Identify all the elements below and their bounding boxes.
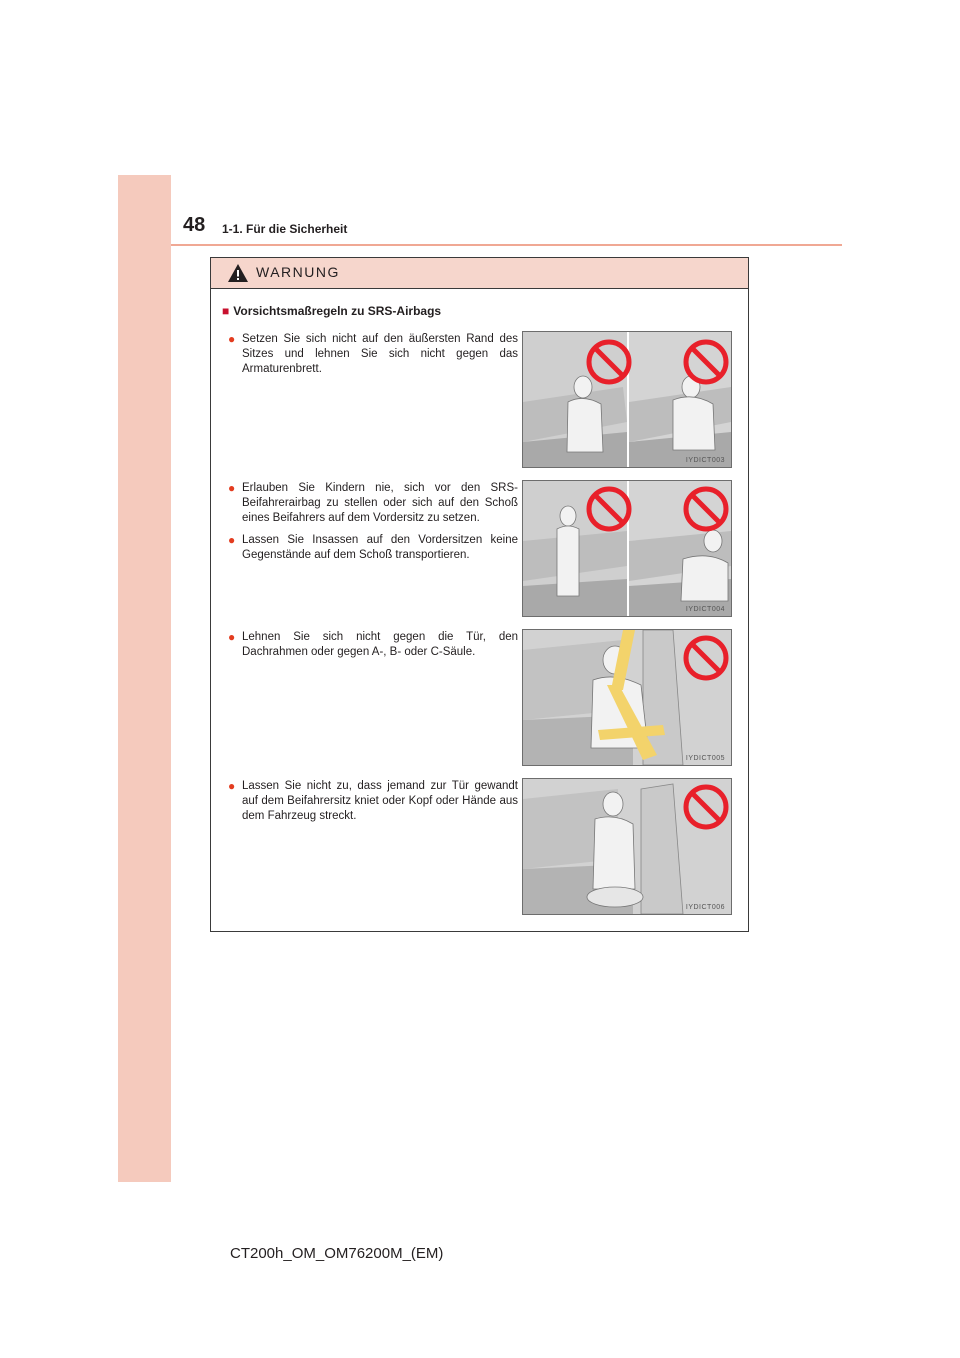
warning-title: WARNUNG bbox=[256, 264, 340, 280]
bullet-dot-icon: ● bbox=[228, 779, 236, 793]
bullet-dot-icon: ● bbox=[228, 533, 236, 547]
warning-header bbox=[211, 258, 748, 289]
side-color-band bbox=[118, 175, 171, 1182]
bullet-dot-icon: ● bbox=[228, 481, 236, 495]
bullet-item: ● Lehnen Sie sich nicht gegen die Tür, den Dachrahmen oder gegen A-, B- oder C-Säule. bbox=[228, 630, 518, 658]
illustration-code: IYDICT003 bbox=[685, 457, 725, 464]
warning-triangle-icon bbox=[227, 263, 249, 283]
bullet-dot-icon: ● bbox=[228, 630, 236, 644]
illustration-sitting-edge bbox=[522, 331, 732, 468]
bullet-item: ● Lassen Sie Insassen auf den Vordersitzen keine Gegenstände auf dem Schoß transportieren. bbox=[228, 533, 518, 561]
illustration-leaning-door bbox=[522, 629, 732, 766]
section-title: 1-1. Für die Sicherheit bbox=[222, 222, 348, 236]
illustration-code: IYDICT005 bbox=[685, 755, 725, 762]
bullet-dot-icon: ● bbox=[228, 332, 236, 346]
illustration-code: IYDICT006 bbox=[685, 904, 725, 911]
warning-box bbox=[210, 257, 749, 932]
bullet-item: ● Setzen Sie sich nicht auf den äußersten Rand des Sitzes und lehnen Sie sich nicht gegen das Armaturenbrett. bbox=[228, 332, 518, 375]
illustration-child-airbag bbox=[522, 480, 732, 617]
illustration-code: IYDICT004 bbox=[685, 606, 725, 613]
warning-subheading: ■ Vorsichtsmaßregeln zu SRS-Airbags bbox=[222, 304, 442, 318]
page-number: 48 bbox=[183, 214, 206, 236]
bullet-item: ● Lassen Sie nicht zu, dass jemand zur Tür gewandt auf dem Beifahrersitz kniet oder Kopf oder Hände aus dem Fahrzeug streckt. bbox=[228, 779, 518, 822]
header-rule bbox=[171, 244, 842, 246]
square-bullet-icon: ■ bbox=[222, 304, 230, 318]
illustration-kneeling-seat bbox=[522, 778, 732, 915]
bullet-item: ● Erlauben Sie Kindern nie, sich vor den SRS-Beifahrerairbag zu stellen oder sich auf den Schoß eines Beifahrers auf dem Vordersitz zu setzen. bbox=[228, 481, 518, 524]
footer-doc-code: CT200h_OM_OM76200M_(EM) bbox=[230, 1245, 444, 1262]
